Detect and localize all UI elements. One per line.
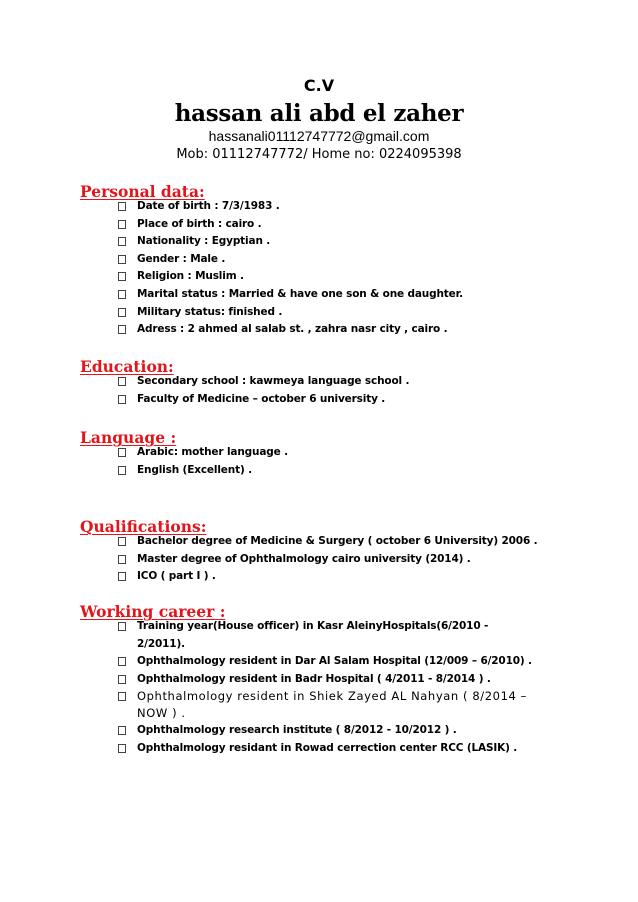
checkbox-bullet-icon [118,202,126,211]
list-item-text: Arabic: mother language . [137,446,288,458]
list-item [118,671,537,689]
list-item [118,533,537,551]
checkbox-bullet-icon [118,657,126,666]
list-item-text: Secondary school : kawmeya language school . [137,375,410,387]
checkbox-bullet-icon [118,675,126,684]
list-item-text: Training year(House officer) in Kasr AleinyHospitals(6/2010 - 2/2011). [137,620,489,650]
list-item-text: Place of birth : cairo . [137,217,262,230]
list-item [118,233,463,251]
list-item-text: Ophthalmology resident in Dar Al Salam Hospital (12/009 – 6/2010) . [137,655,532,668]
list-item-text: Marital status : Married & have one son & one daughter. [137,287,464,300]
cv-title: C.V [303,76,335,95]
list-item-text: Nationality : Egyptian . [137,235,271,248]
checkbox-bullet-icon [118,744,126,753]
list-item [118,251,463,269]
phone-numbers: Mob: 01112747772/ Home no: 0224095398 [176,147,462,162]
email-address: hassanali01112747772@gmail.com [208,128,430,144]
working-career-heading: Working career : [80,602,226,621]
qualifications-list [118,533,537,586]
checkbox-bullet-icon [118,290,126,299]
checkbox-bullet-icon [118,237,126,246]
list-item [118,722,537,740]
list-item-text: Bachelor degree of Medicine & Surgery ( october 6 University) 2006 . [137,535,538,547]
list-item [118,198,463,216]
list-item-text: ICO ( part I ) . [137,570,216,583]
checkbox-bullet-icon [118,220,126,229]
language-heading: Language : [80,428,177,447]
list-item-text: Ophthalmology resident in Badr Hospital ( 4/2011 - 8/2014 ) . [137,672,491,685]
checkbox-bullet-icon [118,692,126,701]
list-item-text: Ophthalmology residant in Rowad cerrection center RCC (LASIK) . [137,741,518,754]
working-career-list [118,618,537,758]
checkbox-bullet-icon [118,272,126,281]
list-item-text: Date of birth : 7/3/1983 . [137,200,280,212]
list-item [118,568,537,586]
education-heading: Education: [80,357,174,376]
applicant-name: hassan ali abd el zaher [174,100,464,127]
checkbox-bullet-icon [118,622,126,631]
list-item [118,216,463,234]
personal-data-heading: Personal data: [80,182,205,201]
list-item [118,618,537,653]
checkbox-bullet-icon [118,448,126,457]
checkbox-bullet-icon [118,555,126,564]
checkbox-bullet-icon [118,377,126,386]
list-item [118,653,537,671]
checkbox-bullet-icon [118,726,126,735]
personal-data-list [118,198,463,339]
checkbox-bullet-icon [118,395,126,404]
list-item [118,304,463,322]
list-item [118,391,409,409]
checkbox-bullet-icon [118,572,126,581]
list-item-text: English (Excellent) . [137,463,252,476]
list-item-text: Faculty of Medicine – october 6 university . [137,392,386,405]
list-item [118,444,288,462]
list-item [118,740,537,758]
list-item-text: Gender : Male . [137,252,226,265]
list-item-text: Religion : Muslim . [137,270,244,283]
checkbox-bullet-icon [118,255,126,264]
list-item [118,551,537,569]
list-item [118,373,409,391]
list-item [118,286,463,304]
list-item-text: Ophthalmology resident in Shiek Zayed AL Nahyan ( 8/2014 – NOW ) . [137,689,528,721]
list-item [118,462,288,480]
checkbox-bullet-icon [118,308,126,317]
list-item [118,268,463,286]
checkbox-bullet-icon [118,537,126,546]
list-item-text: Ophthalmology research institute ( 8/2012 - 10/2012 ) . [137,724,457,737]
checkbox-bullet-icon [118,466,126,475]
list-item-text: Master degree of Ophthalmology cairo university (2014) . [137,552,471,565]
checkbox-bullet-icon [118,325,126,334]
list-item-text: Military status: finished . [137,305,283,318]
list-item-text: Adress : 2 ahmed al salab st. , zahra nasr city , cairo . [137,323,448,336]
education-list [118,373,409,408]
list-item [118,688,537,722]
list-item [118,321,463,339]
language-list [118,444,288,479]
qualifications-heading: Qualifications: [80,517,207,536]
